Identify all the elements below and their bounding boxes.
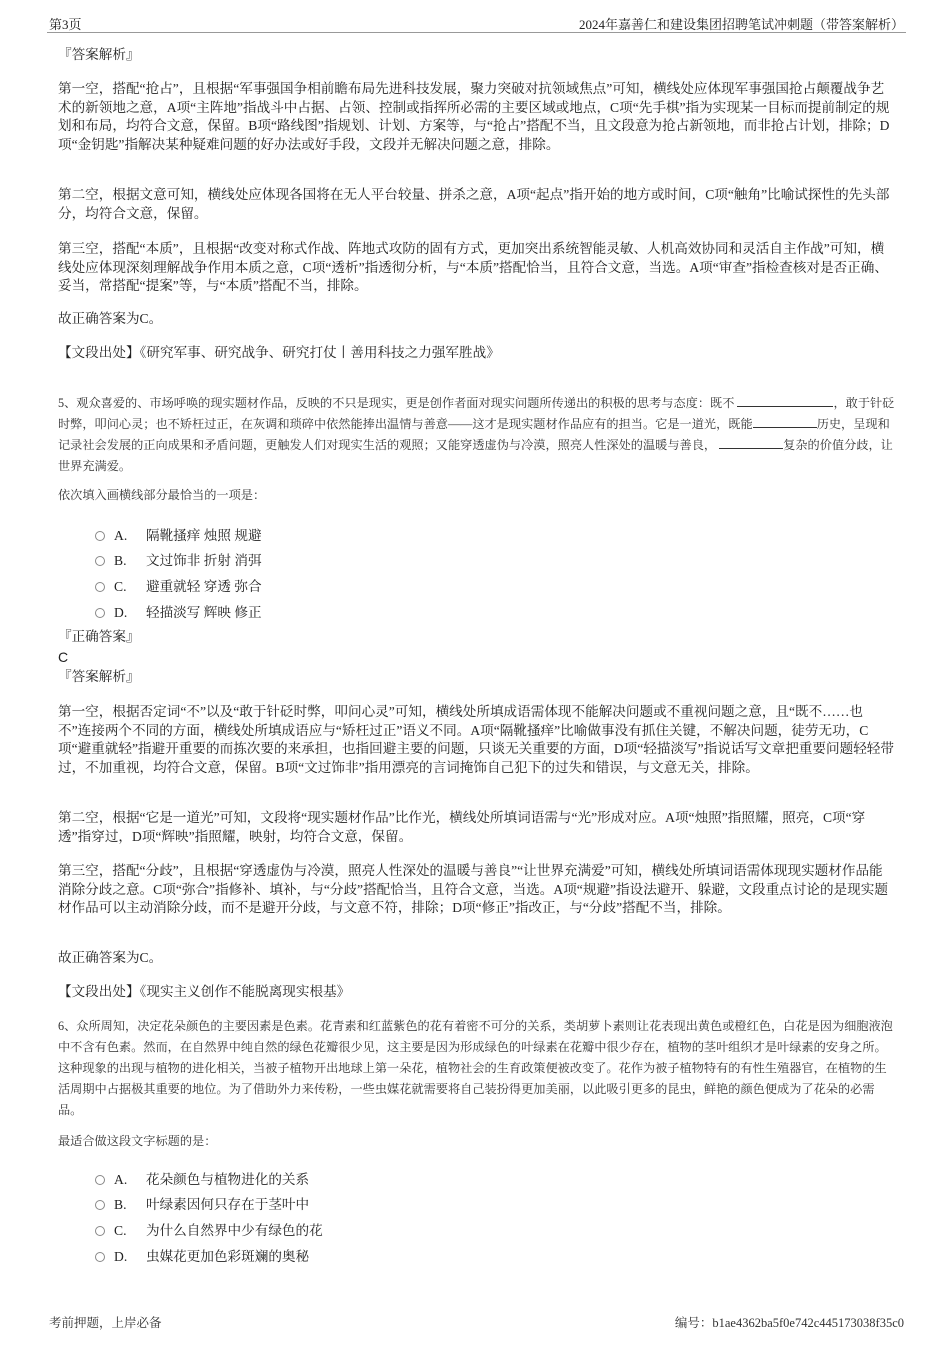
q6-option-b[interactable] [95,1193,309,1213]
q5-stem-part-c: 历史，呈现和记录社会发展的正向成果和矛盾问题，更触发人们对现实生活的观照；又能穿透虚伪与冷漠，照亮人性深处的温暖与善良， [58,417,890,452]
q4-explain-p1: 第一空，搭配“抢占”，且根据“军事强国争相前瞻布局先进科技发展，聚力突破对抗领域焦点”可知，横线处应体现军事强国抢占颠覆战争艺术的新领地之意，A项“主阵地”指战斗中占据、占领、控制或指挥所必需的主要区域或地点，C项“先手棋”指为实现某一目标而提前制定的规划和布局，均符合文意，保留。B项“路线图”指规划、计划、方案等，与“抢占”搭配不当，且文段意为抢占新领地，而非抢占计划，排除；D项“金钥匙”指解决某种疑难问题的好办法或好手段，文段并无解决问题之意，排除。 [58,81,890,152]
q5-explain-heading: 『答案解析』 [58,669,140,684]
radio-icon[interactable] [95,531,105,541]
radio-icon[interactable] [95,1200,105,1210]
footer-slogan: 考前押题，上岸必备 [49,1316,162,1330]
radio-icon[interactable] [95,1252,105,1262]
option-text: 为什么自然界中少有绿色的花 [146,1223,323,1238]
q6-option-c[interactable] [95,1219,323,1239]
radio-icon[interactable] [95,1226,105,1236]
option-text: 隔靴搔痒 烛照 规避 [146,528,262,543]
q5-explain-p1: 第一空，根据否定词“不”以及“敢于针砭时弊，叩问心灵”可知，横线处所填成语需体现不能解决问题或不重视问题之意，且“既不……也不”连接两个不同的方面，横线处所填成语应与“矫枉过正”语义不同。A项“隔靴搔痒”比喻做事没有抓住关键，不解决问题，徒劳无功，C项“避重就轻”指避开重要的而拣次要的来承担，也指回避主要的问题，只谈无关重要的方面，D项“轻描淡写”指说话写文章把重要问题轻轻带过，不加重视，均符合文意，保留。B项“文过饰非”指用漂亮的言词掩饰自己犯下的过失和错误，与文意无关，排除。 [58,704,894,775]
option-letter: D. [114,605,128,620]
q5-blank-3 [719,436,783,449]
q5-stem-part-b: ，敢于针砭时弊，叩问心灵；也不矫枉过正，在灰调和琐碎中依然能捧出温情与善意——这才是现实题材作品应有的担当。它是一道光，既能 [58,396,895,431]
q5-option-c[interactable] [95,575,262,595]
q5-stem [58,393,896,477]
q6-instruction: 最适合做这段文字标题的是： [58,1134,217,1148]
q5-option-d[interactable] [95,601,262,621]
radio-icon[interactable] [95,1175,105,1185]
option-text: 花朵颜色与植物进化的关系 [146,1172,310,1187]
q5-blank-2 [753,415,817,428]
option-letter: B. [114,1197,127,1212]
option-text: 叶绿素因何只存在于茎叶中 [146,1197,310,1212]
option-letter: B. [114,553,127,568]
document-title: 2024年嘉善仁和建设集团招聘笔试冲刺题（带答案解析） [578,17,904,32]
q6-stem: 6、众所周知，决定花朵颜色的主要因素是色素。花青素和红蓝紫色的花有着密不可分的关系，类胡萝卜素则让花表现出黄色或橙红色，白花是因为细胞液泡中不含有色素。然而，在自然界中纯自然的绿色花瓣很少见，这主要是因为形成绿色的叶绿素在花瓣中很少存在，植物的茎叶组织才是叶绿素的安身之所。这种现象的出现与植物的进化相关，当被子植物开出地球上第一朵花，植物社会的生育政策便被改变了。花作为被子植物特有的有性生殖器官，在植物的生活周期中占据极其重要的地位。为了借助外力来传粉，一些虫媒花就需要将自己装扮得更加美丽，以此吸引更多的昆虫，鲜艳的颜色便成为了花朵的必需品。 [58,1019,893,1117]
q4-source: 【文段出处】《研究军事、研究战争、研究打仗丨善用科技之力强军胜战》 [58,345,500,360]
option-text: 文过饰非 折射 消弭 [146,553,262,568]
option-text: 轻描淡写 辉映 修正 [146,605,262,620]
q6-option-d[interactable] [95,1245,309,1265]
option-letter: C. [114,1223,127,1238]
q5-option-a[interactable] [95,524,262,544]
q5-explain-p3: 第三空，搭配“分歧”，且根据“穿透虚伪与冷漠，照亮人性深处的温暖与善良”“让世界充满爱”可知，横线处所填词语需体现现实题材作品能消除分歧之意。C项“弥合”指修补、填补，与“分歧”搭配恰当，且符合文意，当选。A项“规避”指设法避开、躲避，文段重点讨论的是现实题材作品可以主动消除分歧，而不是避开分歧，与文意不符，排除；D项“修正”指改正，与“分歧”搭配不当，排除。 [58,863,888,916]
q4-explain-p3: 第三空，搭配“本质”，且根据“改变对称式作战、阵地式攻防的固有方式，更加突出系统智能灵敏、人机高效协同和灵活自主作战”可知，横线处应体现深刻理解战争作用本质之意，C项“透析”指透彻分析，与“本质”搭配恰当，且符合文意，当选。A项“审查”指检查核对是否正确、妥当，常搭配“提案”等，与“本质”搭配不当，排除。 [58,241,888,294]
option-text: 避重就轻 穿透 弥合 [146,579,262,594]
document-id: 编号：b1ae4362ba5f0e742c445173038f35c0 [674,1316,904,1330]
radio-icon[interactable] [95,608,105,618]
q5-correct-answer: C [58,649,69,665]
option-text: 虫媒花更加色彩斑斓的奥秘 [146,1249,310,1264]
q5-conclusion: 故正确答案为C。 [58,950,163,965]
q5-stem-part-a: 5、观众喜爱的、市场呼唤的现实题材作品，反映的不只是现实，更是创作者面对现实问题所传递出的积极的思考与态度：既不 [58,396,735,410]
q5-blank-1 [737,394,833,407]
q4-explain-heading: 『答案解析』 [58,47,140,62]
q5-answer-heading: 『正确答案』 [58,629,140,644]
q5-source: 【文段出处】《现实主义创作不能脱离现实根基》 [58,984,351,999]
option-letter: A. [114,528,128,543]
option-letter: A. [114,1172,128,1187]
q4-explain-p2: 第二空，根据文意可知，横线处应体现各国将在无人平台较量、拼杀之意，A项“起点”指开始的地方或时间，C项“触角”比喻试探性的先头部分，均符合文意，保留。 [58,187,890,221]
q5-explain-p2: 第二空，根据“它是一道光”可知，文段将“现实题材作品”比作光，横线处所填词语需与“光”形成对应。A项“烛照”指照耀，照亮，C项“穿透”指穿过，D项“辉映”指照耀，映射，均符合文意，保留。 [58,810,866,844]
option-letter: D. [114,1249,128,1264]
radio-icon[interactable] [95,582,105,592]
option-letter: C. [114,579,127,594]
q4-conclusion: 故正确答案为C。 [58,311,163,326]
q5-instruction: 依次填入画横线部分最恰当的一项是： [58,488,266,502]
q6-option-a[interactable] [95,1168,309,1188]
page-number: 第3页 [49,17,82,32]
q5-stem-part-d: 复杂的价值分歧，让世界充满爱。 [58,438,893,473]
page-header [47,13,906,33]
radio-icon[interactable] [95,556,105,566]
q5-option-b[interactable] [95,549,262,569]
